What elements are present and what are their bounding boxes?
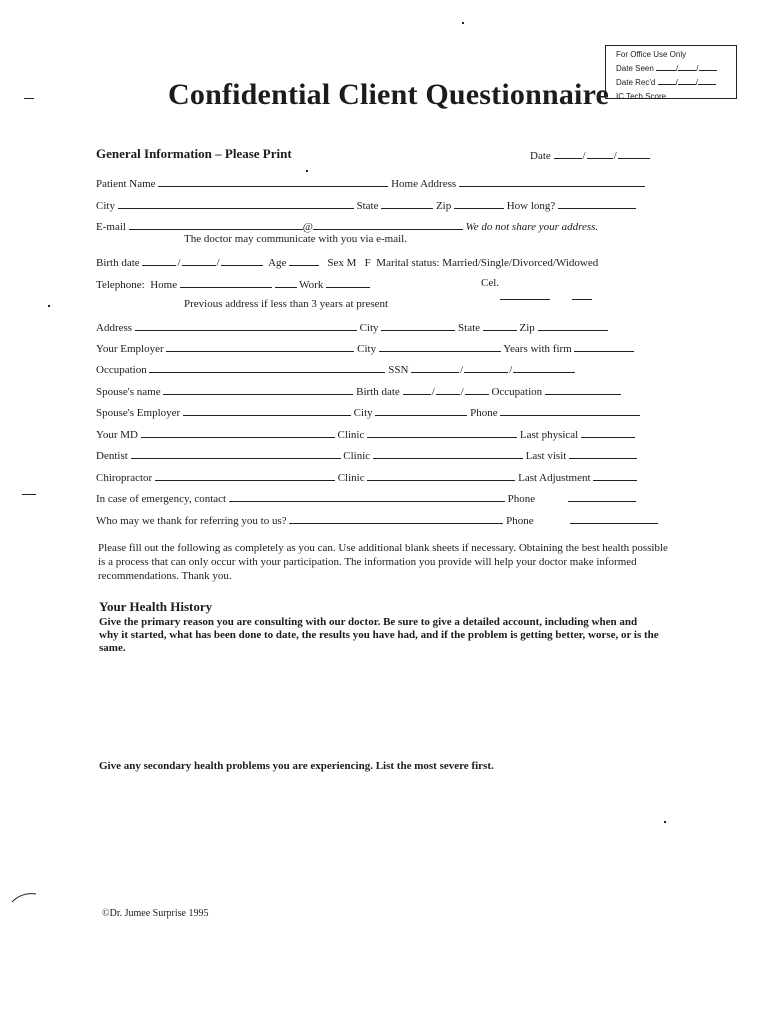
chiropractor-name-field[interactable] (155, 470, 335, 481)
md-clinic-field[interactable] (367, 427, 517, 438)
birth-year-field[interactable] (221, 255, 263, 266)
telephone-row: Telephone: Home Work (96, 277, 370, 291)
zip-field[interactable] (454, 198, 504, 209)
referral-phone-field[interactable] (570, 513, 658, 524)
patient-name-row: Patient Name Home Address (96, 176, 645, 190)
employer-city-field[interactable] (379, 341, 501, 352)
previous-city-field[interactable] (381, 320, 455, 331)
spouse-birth-month-field[interactable] (403, 384, 431, 395)
previous-address-note: Previous address if less than 3 years at present (184, 298, 389, 310)
dentist-clinic-field[interactable] (373, 448, 523, 459)
work-phone-field[interactable] (326, 277, 370, 288)
birth-row: Birth date / / Age Sex M F Marital status: Married/Single/Divorced/Widowed (96, 257, 599, 269)
corner-mark (10, 888, 40, 908)
home-phone-field[interactable] (180, 277, 272, 288)
margin-mark (306, 170, 308, 172)
margin-mark (462, 22, 464, 24)
spouse-employer-field[interactable] (183, 405, 351, 416)
previous-address-row: Address City State Zip (96, 320, 608, 334)
spouse-birth-day-field[interactable] (436, 384, 460, 395)
emergency-phone-field[interactable] (568, 491, 636, 502)
margin-mark (22, 494, 36, 495)
date-row: Date / / (530, 148, 650, 162)
margin-mark (664, 821, 666, 823)
spouse-name-field[interactable] (163, 384, 353, 395)
date-recd-field-3[interactable] (698, 74, 716, 85)
city-field[interactable] (118, 198, 354, 209)
ic-tech-score-field[interactable] (668, 88, 720, 99)
date-seen-field[interactable] (656, 60, 676, 71)
spouse-phone-field[interactable] (500, 405, 640, 416)
page-title: Confidential Client Questionnaire (168, 78, 610, 111)
state-field[interactable] (381, 198, 433, 209)
margin-mark (48, 305, 50, 307)
cel-field-2[interactable] (572, 289, 592, 300)
last-physical-field[interactable] (581, 427, 635, 438)
city-row: City State Zip How long? (96, 198, 636, 212)
office-use-box (605, 45, 737, 99)
chiropractor-clinic-field[interactable] (367, 470, 515, 481)
date-recd-field[interactable] (658, 74, 676, 85)
date-day-field[interactable] (587, 148, 613, 159)
referral-field[interactable] (289, 513, 503, 524)
birth-day-field[interactable] (182, 255, 216, 266)
office-use-title: For Office Use Only (616, 50, 687, 59)
secondary-problems-answer-area[interactable] (99, 780, 659, 900)
office-date-seen-row: Date Seen / / (616, 60, 736, 74)
age-field[interactable] (289, 255, 319, 266)
emergency-row: In case of emergency, contact Phone (96, 491, 636, 505)
md-row: Your MD Clinic Last physical (96, 427, 635, 441)
dentist-row: Dentist Clinic Last visit (96, 448, 637, 462)
occupation-row: Occupation SSN / / (96, 362, 575, 376)
spouse-name-row: Spouse's name Birth date / / Occupation (96, 384, 621, 398)
emergency-contact-field[interactable] (229, 491, 505, 502)
office-date-recd-row: Date Rec'd / / (616, 74, 736, 88)
sex-options[interactable]: Sex M F (327, 257, 371, 269)
instructions-paragraph: Please fill out the following as completely as you can. Use additional blank sheets if necessary. Obtaining the best health possible is a process that can only occur with your participation. The information you provide will help your doctor make informed recommendations. Thank you. (98, 542, 668, 582)
health-history-heading: Your Health History (99, 599, 213, 614)
last-visit-field[interactable] (569, 448, 637, 459)
referral-row: Who may we thank for referring you to us? Phone (96, 513, 658, 527)
occupation-field[interactable] (149, 362, 385, 373)
date-year-field[interactable] (618, 148, 650, 159)
chiropractor-row: Chiropractor Clinic Last Adjustment (96, 470, 637, 484)
ssn-field-2[interactable] (464, 362, 508, 373)
birth-month-field[interactable] (142, 255, 176, 266)
years-with-firm-field[interactable] (574, 341, 634, 352)
date-seen-field-3[interactable] (699, 60, 717, 71)
home-phone-field-2[interactable] (275, 277, 297, 288)
ssn-field-3[interactable] (513, 362, 575, 373)
cel-field[interactable] (500, 289, 550, 300)
spouse-employer-row: Spouse's Employer City Phone (96, 405, 640, 419)
email-domain-field[interactable] (313, 219, 463, 230)
primary-reason-prompt: Give the primary reason you are consulting with our doctor. Be sure to give a detailed account, including when and why it started, what has been done to date, the results you have had, and if the problem is getting better, worse, or is the same. (99, 616, 659, 654)
cel-row (500, 287, 592, 305)
email-user-field[interactable] (129, 219, 303, 230)
previous-zip-field[interactable] (538, 320, 608, 331)
secondary-problems-prompt: Give any secondary health problems you are experiencing. List the most severe first. (99, 760, 494, 772)
date-recd-field-2[interactable] (678, 74, 696, 85)
office-ic-tech-row: IC Tech Score (616, 88, 736, 102)
last-adjustment-field[interactable] (593, 470, 637, 481)
general-info-heading: General Information – Please Print (96, 146, 292, 161)
copyright: ©Dr. Jumee Surprise 1995 (102, 908, 209, 919)
date-month-field[interactable] (554, 148, 582, 159)
spouse-occupation-field[interactable] (545, 384, 621, 395)
marital-status-options[interactable]: Marital status: Married/Single/Divorced/Widowed (376, 257, 599, 269)
primary-reason-answer-area[interactable] (99, 664, 659, 754)
previous-address-field[interactable] (135, 320, 357, 331)
margin-mark (24, 98, 34, 99)
employer-field[interactable] (166, 341, 354, 352)
cel-label: Cel. (481, 277, 500, 289)
no-share-note: We do not share your address. (465, 221, 599, 233)
previous-state-field[interactable] (483, 320, 517, 331)
spouse-birth-year-field[interactable] (465, 384, 489, 395)
md-name-field[interactable] (141, 427, 335, 438)
email-row: E-mail @ We do not share your address. (96, 221, 599, 233)
employer-row: Your Employer City Years with firm (96, 341, 634, 355)
spouse-city-field[interactable] (375, 405, 467, 416)
how-long-field[interactable] (558, 198, 636, 209)
patient-name-field[interactable] (158, 176, 388, 187)
ssn-field-1[interactable] (411, 362, 459, 373)
email-note: The doctor may communicate with you via e-mail. (184, 233, 407, 245)
home-address-field[interactable] (459, 176, 645, 187)
dentist-name-field[interactable] (131, 448, 341, 459)
date-seen-field-2[interactable] (678, 60, 696, 71)
